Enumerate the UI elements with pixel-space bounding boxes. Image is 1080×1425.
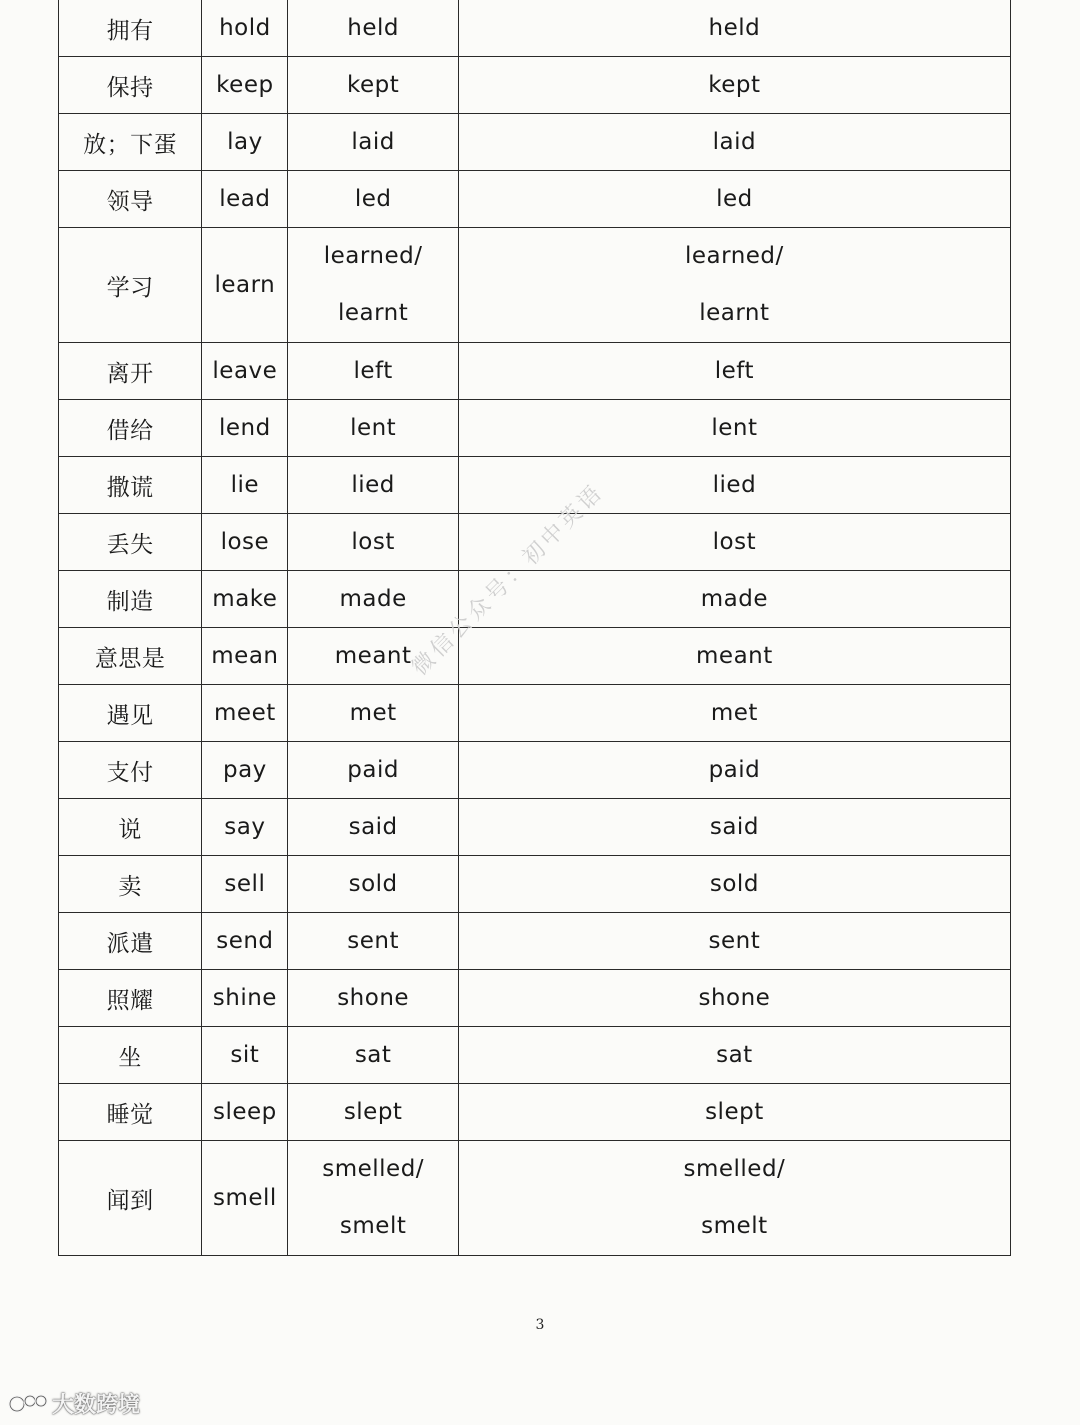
chinese-meaning-cell: 借给: [59, 400, 202, 457]
past-tense-cell: [288, 457, 458, 514]
past-tense-cell: [288, 1027, 458, 1084]
past-tense-cell: [288, 856, 458, 913]
chinese-meaning-cell: 撒谎: [59, 457, 202, 514]
past-participle-cell: [458, 171, 1010, 228]
table-row: [59, 1084, 1011, 1141]
past-tense-cell: [288, 400, 458, 457]
past-participle-cell: [458, 1027, 1010, 1084]
past-tense-text: sat: [354, 1042, 392, 1068]
table-row: [59, 1027, 1011, 1084]
past-participle-text: met: [710, 700, 758, 726]
base-form-cell: sleep: [202, 1084, 288, 1141]
watermark-text: 微信公众号：初中英语: [407, 479, 610, 681]
table-row: [59, 114, 1011, 171]
past-participle-text: learnt: [699, 300, 770, 326]
table-row: [59, 1141, 1011, 1256]
table-row: [59, 0, 1011, 57]
logo-icon: [8, 1391, 48, 1417]
base-form-cell: meet: [202, 685, 288, 742]
past-participle-cell: [458, 1084, 1010, 1141]
chinese-meaning-cell: 卖: [59, 856, 202, 913]
past-tense-text: lied: [351, 472, 395, 498]
base-form-cell: lay: [202, 114, 288, 171]
table-row: [59, 57, 1011, 114]
table-row: [59, 400, 1011, 457]
past-participle-cell: [458, 343, 1010, 400]
chinese-meaning-cell: 制造: [59, 571, 202, 628]
base-form-cell: learn: [202, 228, 288, 343]
past-participle-text: paid: [708, 757, 761, 783]
past-participle-cell: [458, 571, 1010, 628]
past-tense-cell: [288, 913, 458, 970]
past-participle-cell: [458, 856, 1010, 913]
chinese-meaning-cell: 意思是: [59, 628, 202, 685]
past-tense-cell: [288, 57, 458, 114]
chinese-meaning-cell: 拥有: [59, 0, 202, 57]
chinese-meaning-cell: 照耀: [59, 970, 202, 1027]
past-tense-cell: [288, 228, 458, 343]
past-participle-text: lent: [711, 415, 758, 441]
base-form-cell: say: [202, 799, 288, 856]
base-form-cell: leave: [202, 343, 288, 400]
base-form-cell: shine: [202, 970, 288, 1027]
past-participle-cell: [458, 228, 1010, 343]
base-form-cell: send: [202, 913, 288, 970]
past-participle-text: shone: [698, 985, 771, 1011]
page-number: 3: [535, 1317, 545, 1333]
past-tense-text: held: [347, 15, 399, 41]
past-participle-cell: [458, 57, 1010, 114]
past-tense-cell: [288, 343, 458, 400]
past-participle-text: lied: [712, 472, 757, 498]
past-participle-text: sold: [709, 871, 759, 897]
past-tense-text: said: [348, 814, 398, 840]
past-participle-text: slept: [705, 1099, 764, 1125]
past-tense-text: smelt: [339, 1213, 407, 1239]
chinese-meaning-cell: 遇见: [59, 685, 202, 742]
past-participle-text: learned/: [685, 243, 784, 269]
table-row: [59, 913, 1011, 970]
past-participle-cell: [458, 1141, 1010, 1256]
past-tense-text: lost: [351, 529, 395, 555]
table-row: [59, 685, 1011, 742]
chinese-meaning-cell: 闻到: [59, 1141, 202, 1256]
base-form-cell: lead: [202, 171, 288, 228]
past-participle-text: left: [714, 358, 755, 384]
base-form-cell: keep: [202, 57, 288, 114]
chinese-meaning-cell: 睡觉: [59, 1084, 202, 1141]
past-participle-cell: [458, 685, 1010, 742]
table-row: [59, 856, 1011, 913]
past-tense-text: led: [354, 186, 392, 212]
past-tense-cell: [288, 0, 458, 57]
past-tense-text: slept: [343, 1099, 403, 1125]
base-form-cell: lend: [202, 400, 288, 457]
past-tense-cell: [288, 799, 458, 856]
past-participle-cell: [458, 0, 1010, 57]
past-participle-cell: [458, 799, 1010, 856]
past-participle-text: made: [700, 586, 769, 612]
past-participle-text: sent: [708, 928, 761, 954]
base-form-cell: sell: [202, 856, 288, 913]
base-form-cell: mean: [202, 628, 288, 685]
past-tense-cell: [288, 685, 458, 742]
past-tense-text: meant: [334, 643, 412, 669]
past-tense-text: laid: [351, 129, 395, 155]
base-form-cell: sit: [202, 1027, 288, 1084]
base-form-cell: lie: [202, 457, 288, 514]
table-row: [59, 457, 1011, 514]
table-row: [59, 628, 1011, 685]
past-tense-text: smelled/: [322, 1156, 425, 1182]
past-participle-cell: [458, 628, 1010, 685]
past-participle-cell: [458, 742, 1010, 799]
table-row: [59, 171, 1011, 228]
footer-logo: [8, 1388, 140, 1419]
past-participle-text: smelled/: [683, 1156, 786, 1182]
base-form-cell: smell: [202, 1141, 288, 1256]
chinese-meaning-cell: 领导: [59, 171, 202, 228]
chinese-meaning-cell: 丢失: [59, 514, 202, 571]
past-tense-text: lent: [350, 415, 397, 441]
past-tense-cell: [288, 571, 458, 628]
past-participle-cell: [458, 970, 1010, 1027]
past-participle-cell: [458, 913, 1010, 970]
chinese-meaning-cell: 保持: [59, 57, 202, 114]
past-tense-cell: [288, 742, 458, 799]
past-tense-text: met: [349, 700, 397, 726]
irregular-verb-table: [58, 0, 1011, 1256]
table-row: [59, 228, 1011, 343]
past-participle-text: said: [709, 814, 759, 840]
past-participle-cell: [458, 400, 1010, 457]
past-participle-text: smelt: [701, 1213, 768, 1239]
table-row: [59, 970, 1011, 1027]
past-tense-cell: [288, 1141, 458, 1256]
past-tense-text: left: [353, 358, 393, 384]
past-participle-text: led: [716, 186, 753, 212]
past-tense-text: learned/: [323, 243, 423, 269]
table-row: [59, 571, 1011, 628]
base-form-cell: hold: [202, 0, 288, 57]
chinese-meaning-cell: 离开: [59, 343, 202, 400]
table-row: [59, 799, 1011, 856]
past-tense-cell: [288, 114, 458, 171]
past-tense-text: sent: [347, 928, 399, 954]
chinese-meaning-cell: 支付: [59, 742, 202, 799]
base-form-cell: lose: [202, 514, 288, 571]
past-tense-cell: [288, 171, 458, 228]
past-participle-text: lost: [712, 529, 757, 555]
past-tense-text: shone: [337, 985, 410, 1011]
chinese-meaning-cell: 学习: [59, 228, 202, 343]
past-participle-text: kept: [708, 72, 761, 98]
past-participle-text: sat: [716, 1042, 753, 1068]
table-row: [59, 343, 1011, 400]
past-participle-text: laid: [712, 129, 757, 155]
chinese-meaning-cell: 坐: [59, 1027, 202, 1084]
past-tense-cell: [288, 514, 458, 571]
past-tense-text: made: [339, 586, 407, 612]
chinese-meaning-cell: 派遣: [59, 913, 202, 970]
base-form-cell: pay: [202, 742, 288, 799]
chinese-meaning-cell: 放；下蛋: [59, 114, 202, 171]
past-tense-text: sold: [348, 871, 398, 897]
past-tense-text: kept: [347, 72, 400, 98]
past-tense-cell: [288, 1084, 458, 1141]
past-participle-text: meant: [696, 643, 773, 669]
verb-table-body: [59, 0, 1011, 1256]
past-participle-cell: [458, 457, 1010, 514]
footer-logo-text: 大数跨境: [52, 1393, 141, 1418]
past-tense-text: learnt: [337, 300, 409, 326]
table-row: [59, 742, 1011, 799]
past-participle-text: held: [708, 15, 761, 41]
chinese-meaning-cell: 说: [59, 799, 202, 856]
past-participle-cell: [458, 114, 1010, 171]
past-tense-text: paid: [347, 757, 399, 783]
past-tense-cell: [288, 970, 458, 1027]
base-form-cell: make: [202, 571, 288, 628]
